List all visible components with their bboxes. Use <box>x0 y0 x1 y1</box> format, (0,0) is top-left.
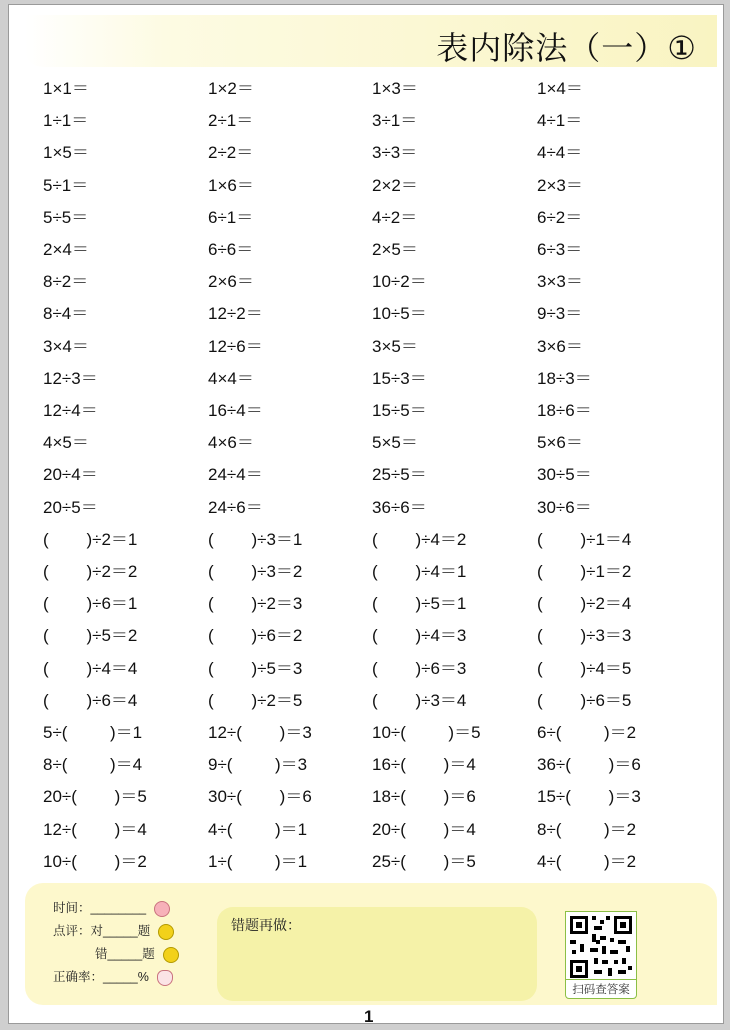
problem-row <box>43 333 703 361</box>
problem-item[interactable]: 3×5＝ <box>372 336 418 356</box>
problem-item[interactable]: 2×2＝ <box>372 175 418 195</box>
problem-item[interactable]: 4×6＝ <box>208 433 254 453</box>
problem-row <box>43 719 703 747</box>
problem-item[interactable]: 10÷( )＝5 <box>372 723 481 742</box>
problem-row <box>43 848 703 876</box>
smiley-face-icon <box>158 924 174 940</box>
qr-code-icon[interactable] <box>565 911 637 983</box>
problem-item[interactable]: 6÷2＝ <box>537 207 583 227</box>
problem-row <box>43 236 703 264</box>
problem-item[interactable]: 36÷( )＝6 <box>537 755 641 775</box>
stats-block <box>53 897 179 989</box>
problem-item[interactable]: ( )÷3＝2 <box>208 562 303 581</box>
problem-item[interactable]: 1÷( )＝1 <box>208 851 308 871</box>
problem-item[interactable]: ( )÷6＝2 <box>208 626 303 646</box>
problem-item[interactable]: ( )÷4＝3 <box>372 626 467 646</box>
problem-item[interactable]: 4×5＝ <box>43 433 89 453</box>
problem-item[interactable]: ( )÷6＝3 <box>372 658 467 678</box>
problem-row <box>43 622 703 650</box>
problem-item[interactable]: 2×4＝ <box>43 240 89 259</box>
problem-item[interactable]: ( )÷3＝3 <box>537 626 632 646</box>
problem-item[interactable]: 15÷5＝ <box>372 401 427 420</box>
problem-item[interactable]: 1×1＝ <box>43 79 89 98</box>
sad-face-icon <box>163 947 179 963</box>
problem-item[interactable]: 30÷6＝ <box>537 497 592 517</box>
problem-item[interactable]: 2÷2＝ <box>208 143 254 163</box>
problem-item[interactable]: 6÷6＝ <box>208 240 254 259</box>
problem-item[interactable]: 30÷5＝ <box>537 465 592 485</box>
problem-row <box>43 75 703 103</box>
problem-item[interactable]: 8÷4＝ <box>43 304 89 324</box>
problem-item[interactable]: ( )÷6＝5 <box>537 690 632 710</box>
problem-item[interactable]: 36÷6＝ <box>372 497 427 517</box>
problem-row <box>43 526 703 554</box>
problem-item[interactable]: 10÷5＝ <box>372 304 427 324</box>
problem-item[interactable]: 12÷( )＝3 <box>208 723 312 742</box>
time-label: 时间：________ <box>53 901 147 915</box>
problem-item[interactable]: ( )÷4＝2 <box>372 529 467 549</box>
problem-row <box>43 687 703 715</box>
problem-item[interactable]: 20÷( )＝5 <box>43 787 147 807</box>
problem-item[interactable]: 5÷5＝ <box>43 207 89 227</box>
problem-item[interactable]: 12÷3＝ <box>43 368 98 388</box>
problem-item[interactable]: 1×6＝ <box>208 175 254 195</box>
problem-item[interactable]: 4÷( )＝1 <box>208 819 308 839</box>
problem-item[interactable]: 24÷6＝ <box>208 497 263 517</box>
problem-row <box>43 397 703 425</box>
problem-item[interactable]: 12÷4＝ <box>43 401 98 420</box>
problem-item[interactable]: 4÷4＝ <box>537 143 583 163</box>
problem-item[interactable]: ( )÷4＝4 <box>43 658 138 678</box>
problem-item[interactable]: ( )÷6＝4 <box>43 690 138 710</box>
problem-item[interactable]: 3×3＝ <box>537 272 583 292</box>
wrong-label: 错_____题 <box>95 947 155 961</box>
problem-item[interactable]: 4÷2＝ <box>372 207 418 227</box>
problem-item[interactable]: 20÷5＝ <box>43 497 98 517</box>
problem-item[interactable]: 16÷4＝ <box>208 401 263 420</box>
problem-item[interactable]: 1×5＝ <box>43 143 89 163</box>
problem-row <box>43 204 703 232</box>
problem-item[interactable]: 2×5＝ <box>372 240 418 259</box>
pig-face-icon <box>154 901 170 917</box>
problem-row <box>43 783 703 811</box>
problem-item[interactable]: 12÷6＝ <box>208 336 263 356</box>
problem-item[interactable]: 6÷1＝ <box>208 207 254 227</box>
header-banner <box>25 15 717 67</box>
problem-item[interactable]: 24÷4＝ <box>208 465 263 485</box>
problem-item[interactable]: 20÷4＝ <box>43 465 98 485</box>
footer-panel <box>25 883 717 1005</box>
problem-item[interactable]: 8÷( )＝4 <box>43 755 143 775</box>
problem-item[interactable]: ( )÷1＝2 <box>537 562 632 581</box>
problem-item[interactable]: 4÷( )＝2 <box>537 851 637 871</box>
problem-item[interactable]: 8÷( )＝2 <box>537 819 637 839</box>
problem-item[interactable]: 6÷( )＝2 <box>537 723 637 742</box>
problem-item[interactable]: 10÷( )＝2 <box>43 851 147 871</box>
problem-item[interactable]: 15÷( )＝3 <box>537 787 641 807</box>
problem-item[interactable]: 2÷1＝ <box>208 111 254 131</box>
problem-row <box>43 365 703 393</box>
page-title: 表内除法（一）① <box>436 30 697 66</box>
problem-item[interactable]: ( )÷3＝1 <box>208 529 303 549</box>
problem-row <box>43 172 703 200</box>
bunny-icon <box>157 970 173 986</box>
problem-item[interactable]: 3×6＝ <box>537 336 583 356</box>
problem-row <box>43 139 703 167</box>
problem-item[interactable]: ( )÷2＝1 <box>43 529 138 549</box>
problem-item[interactable]: 8÷2＝ <box>43 272 89 292</box>
problem-item[interactable]: ( )÷2＝2 <box>43 562 138 581</box>
problem-item[interactable]: 3÷3＝ <box>372 143 418 163</box>
problem-item[interactable]: 5÷( )＝1 <box>43 723 143 742</box>
problem-row <box>43 655 703 683</box>
problem-item[interactable]: 9÷3＝ <box>537 304 583 324</box>
problem-item[interactable]: 18÷6＝ <box>537 401 592 420</box>
problem-item[interactable]: 2×6＝ <box>208 272 254 292</box>
problem-item[interactable]: 3×4＝ <box>43 336 89 356</box>
accuracy-label: 正确率：_____% <box>53 970 149 984</box>
problem-item[interactable]: 12÷2＝ <box>208 304 263 324</box>
problem-row <box>43 107 703 135</box>
problem-item[interactable]: 18÷3＝ <box>537 368 592 388</box>
problem-row <box>43 751 703 779</box>
problem-item[interactable]: ( )÷4＝5 <box>537 658 632 678</box>
problem-item[interactable]: ( )÷2＝5 <box>208 690 303 710</box>
problem-row <box>43 429 703 457</box>
problem-item[interactable]: 25÷5＝ <box>372 465 427 485</box>
problem-item[interactable]: ( )÷5＝1 <box>372 594 467 614</box>
redo-label: 错题再做： <box>231 917 301 933</box>
problem-row <box>43 816 703 844</box>
problem-item[interactable]: ( )÷2＝4 <box>537 594 632 614</box>
problem-row <box>43 590 703 618</box>
problem-item[interactable]: 9÷( )＝3 <box>208 755 308 775</box>
problem-item[interactable]: ( )÷5＝3 <box>208 658 303 678</box>
worksheet-page <box>8 4 724 1024</box>
problem-item[interactable]: 5×5＝ <box>372 433 418 453</box>
problem-item[interactable]: 30÷( )＝6 <box>208 787 312 807</box>
problem-item[interactable]: 4×4＝ <box>208 368 254 388</box>
problem-item[interactable]: 5÷1＝ <box>43 175 89 195</box>
problem-item[interactable]: 18÷( )＝6 <box>372 787 476 807</box>
problem-row <box>43 300 703 328</box>
problem-item[interactable]: 1×2＝ <box>208 79 254 98</box>
problem-item[interactable]: ( )÷3＝4 <box>372 690 467 710</box>
problem-row <box>43 268 703 296</box>
problem-row <box>43 558 703 586</box>
problem-item[interactable]: 12÷( )＝4 <box>43 819 147 839</box>
problem-item[interactable]: 16÷( )＝4 <box>372 755 476 775</box>
problem-item[interactable]: ( )÷5＝2 <box>43 626 138 646</box>
problem-item[interactable]: ( )÷6＝1 <box>43 594 138 614</box>
problem-item[interactable]: 4÷1＝ <box>537 111 583 131</box>
problem-item[interactable]: 6÷3＝ <box>537 240 583 259</box>
page-number: 1 <box>364 1007 374 1024</box>
problem-item[interactable]: 3÷1＝ <box>372 111 418 131</box>
problem-item[interactable]: 20÷( )＝4 <box>372 819 476 839</box>
problem-item[interactable]: 1×3＝ <box>372 79 418 98</box>
problem-item[interactable]: 5×6＝ <box>537 433 583 453</box>
problem-row <box>43 461 703 489</box>
problem-item[interactable]: 25÷( )＝5 <box>372 851 476 871</box>
redo-area[interactable] <box>217 907 537 1001</box>
problem-item[interactable]: ( )÷2＝3 <box>208 594 303 614</box>
review-label: 点评：对_____题 <box>53 924 151 938</box>
problem-row <box>43 494 703 522</box>
problem-item[interactable]: 10÷2＝ <box>372 272 427 292</box>
problem-item[interactable]: ( )÷4＝1 <box>372 562 467 581</box>
problem-item[interactable]: 15÷3＝ <box>372 368 427 388</box>
qr-caption: 扫码查答案 <box>565 979 637 999</box>
problem-item[interactable]: 2×3＝ <box>537 175 583 195</box>
problem-item[interactable]: 1÷1＝ <box>43 111 89 131</box>
problem-item[interactable]: 1×4＝ <box>537 79 583 98</box>
problem-item[interactable]: ( )÷1＝4 <box>537 529 632 549</box>
